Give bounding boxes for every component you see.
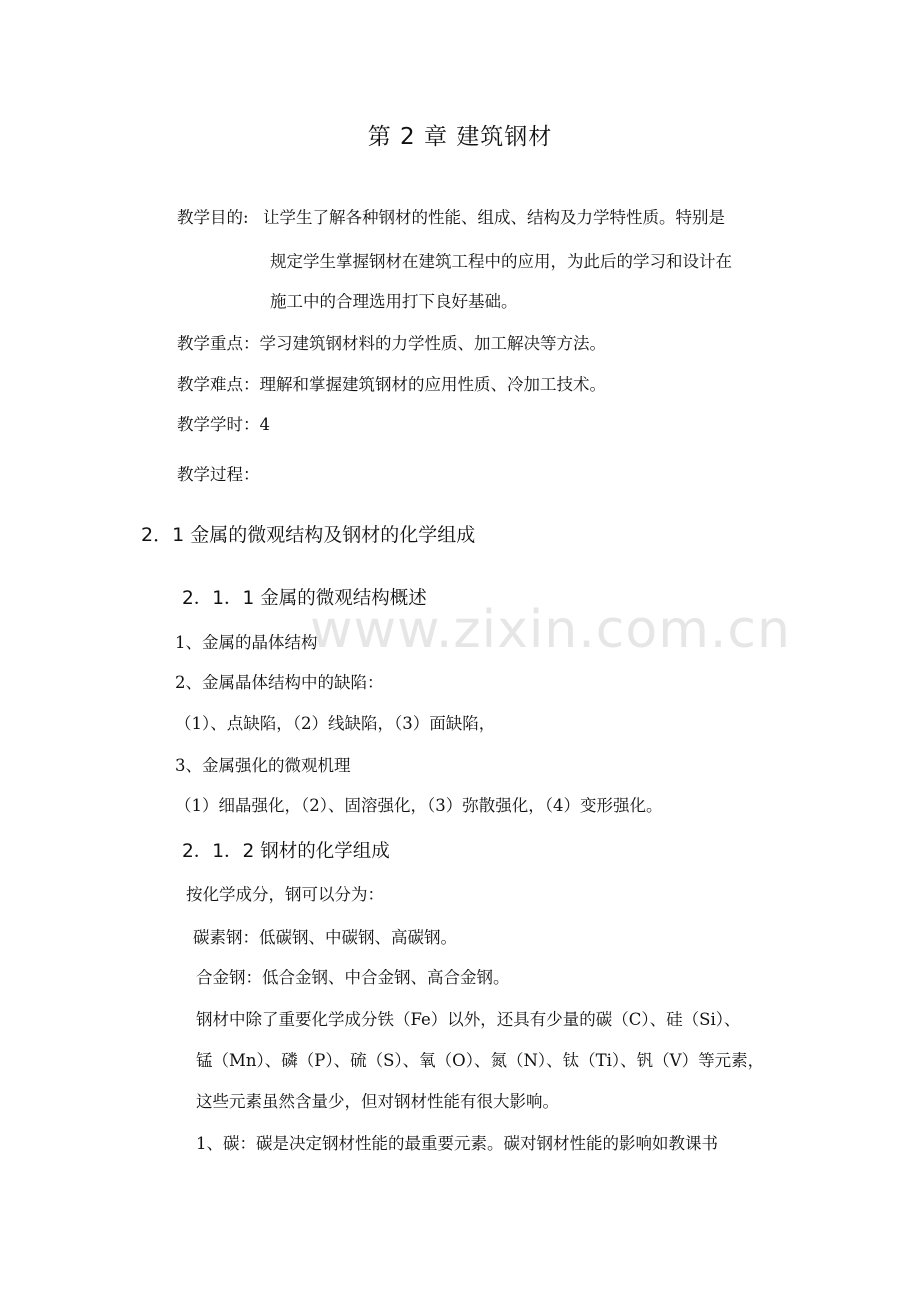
teaching-process: 教学过程： <box>177 465 260 484</box>
key-points: 教学重点：学习建筑钢材料的力学性质、加工解决等方法。 <box>177 334 606 353</box>
list-item: 1、金属的晶体结构 <box>175 633 318 652</box>
section-heading-2-1-1: 2．1．1 金属的微观结构概述 <box>182 588 427 609</box>
paragraph-line: 钢材中除了重要化学成分铁（Fe）以外，还具有少量的碳（C）、硅（Si）、 <box>196 1010 741 1029</box>
objective-line-1: 让学生了解各种钢材的性能、组成、结构及力学特性质。特别是 <box>263 208 725 227</box>
paragraph-line: 这些元素虽然含量少，但对钢材性能有很大影响。 <box>196 1092 559 1111</box>
list-item: 3、金属强化的微观机理 <box>175 756 351 775</box>
objective-line-3: 施工中的合理选用打下良好基础。 <box>270 292 518 311</box>
list-item: 2、金属晶体结构中的缺陷： <box>175 673 384 692</box>
objective-label: 教学目的: <box>177 208 249 227</box>
teaching-hours: 教学学时：4 <box>177 415 270 434</box>
list-item: （1）细晶强化，（2）、固溶强化，（3）弥散强化，（4）变形强化。 <box>175 796 663 815</box>
section-heading-2-1-2: 2．1．2 钢材的化学组成 <box>182 841 390 862</box>
chapter-title: 第 2 章 建筑钢材 <box>367 124 553 150</box>
watermark: www.zixin.com.cn <box>310 600 791 660</box>
list-item: （1）、点缺陷，（2）线缺陷，（3）面缺陷， <box>175 714 496 733</box>
paragraph-line: 合金钢：低合金钢、中合金钢、高合金钢。 <box>196 968 510 987</box>
objective-line-2: 规定学生掌握钢材在建筑工程中的应用，为此后的学习和设计在 <box>270 252 732 271</box>
paragraph-line: 锰（Mn）、磷（P）、硫（S）、氧（O）、氮（N）、钛（Ti）、钒（V）等元素， <box>196 1051 765 1070</box>
paragraph-line: 按化学成分，钢可以分为： <box>186 885 384 904</box>
difficulties: 教学难点：理解和掌握建筑钢材的应用性质、冷加工技术。 <box>177 375 606 394</box>
paragraph-line: 1、碳：碳是决定钢材性能的最重要元素。碳对钢材性能的影响如教课书 <box>196 1134 718 1153</box>
paragraph-line: 碳素钢：低碳钢、中碳钢、高碳钢。 <box>193 928 457 947</box>
section-heading-2-1: 2．1 金属的微观结构及钢材的化学组成 <box>141 524 476 546</box>
